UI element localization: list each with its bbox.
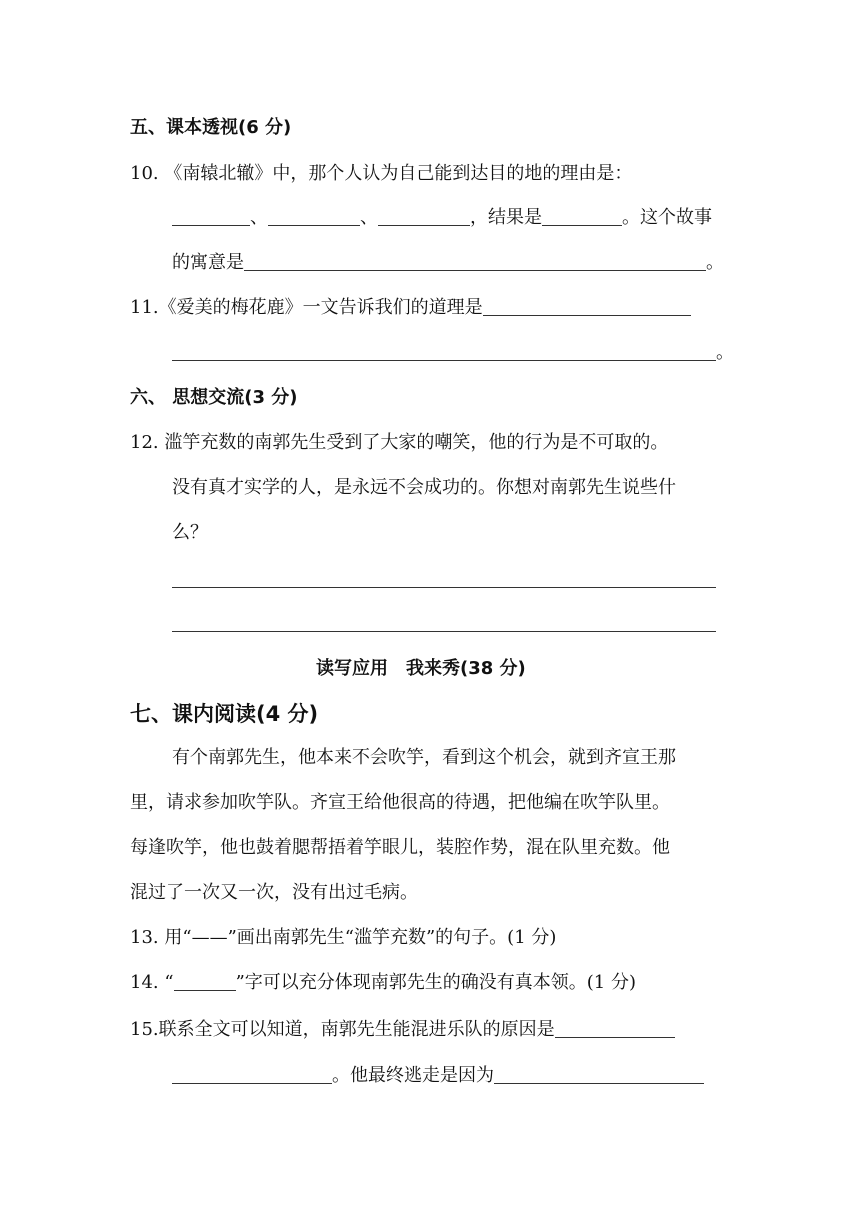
passage-line: 有个南郭先生，他本来不会吹竽，看到这个机会，就到齐宣王那 [172,747,676,768]
answer-blank[interactable] [174,972,236,991]
answer-blank[interactable] [172,342,716,361]
question-text: 滥竽充数的南郭先生受到了大家的嘲笑，他的行为是不可取的。 [164,432,669,453]
question-text: 。这个故事 [622,207,712,228]
separator: 、 [360,207,378,228]
question-12-line-1 [130,431,668,455]
answer-blank[interactable] [555,1019,675,1038]
answer-blank[interactable] [172,1065,332,1084]
answer-blank[interactable] [172,207,250,226]
answer-line[interactable] [172,631,716,632]
section-7-heading: 七、课内阅读(4 分) [130,702,319,726]
question-text: 联系全文可以知道，南郭先生能混进乐队的原因是 [158,1019,555,1040]
passage-line: 每逢吹竽，他也鼓着腮帮捂着竽眼儿，装腔作势，混在队里充数。他 [130,837,670,858]
question-number: 11. [130,297,159,318]
section-5-heading: 五、课本透视(6 分) [130,117,292,138]
question-text: 用“——”画出南郭先生“滥竽充数”的句子。(1 分) [164,927,557,948]
answer-blank[interactable] [483,297,691,316]
question-number: 12. [130,432,159,453]
question-15-line-2 [172,1064,704,1088]
question-text: ”字可以充分体现南郭先生的确没有真本领。(1 分) [235,972,636,993]
answer-blank[interactable] [494,1065,704,1084]
question-10-line-2 [172,206,712,230]
question-15-line-1 [130,1018,675,1042]
question-10-line-1 [130,162,632,186]
question-number: 14. [130,972,159,993]
question-text: 《南辕北辙》中，那个人认为自己能到达目的地的理由是： [164,163,633,184]
part-title: 读写应用 我来秀(38 分) [316,658,526,679]
question-number: 15. [130,1019,159,1040]
question-12-line-3: 么？ [172,522,208,543]
question-text: 《爱美的梅花鹿》一文告诉我们的道理是 [158,297,483,318]
passage-line: 里，请求参加吹竽队。齐宣王给他很高的待遇，把他编在吹竽队里。 [130,792,670,813]
question-11-line-2 [172,341,734,365]
passage-line: 混过了一次又一次，没有出过毛病。 [130,882,418,903]
question-text: 的寓意是 [172,252,244,273]
answer-line[interactable] [172,587,716,588]
question-10-line-3 [172,251,724,275]
answer-blank[interactable] [542,207,622,226]
open-quote: “ [164,972,174,993]
answer-blank[interactable] [378,207,470,226]
question-number: 10. [130,163,159,184]
separator: 、 [250,207,268,228]
period: 。 [706,252,724,273]
question-text: 。他最终逃走是因为 [332,1065,494,1086]
section-6-heading: 六、 思想交流(3 分) [130,387,298,408]
question-14 [130,971,636,995]
question-12-line-2: 没有真才实学的人，是永远不会成功的。你想对南郭先生说些什 [172,477,676,498]
period: 。 [716,342,734,363]
question-number: 13. [130,927,159,948]
answer-blank[interactable] [244,252,706,271]
answer-blank[interactable] [268,207,360,226]
question-13 [130,926,556,950]
result-label: ，结果是 [470,207,542,228]
question-11-line-1 [130,296,691,320]
